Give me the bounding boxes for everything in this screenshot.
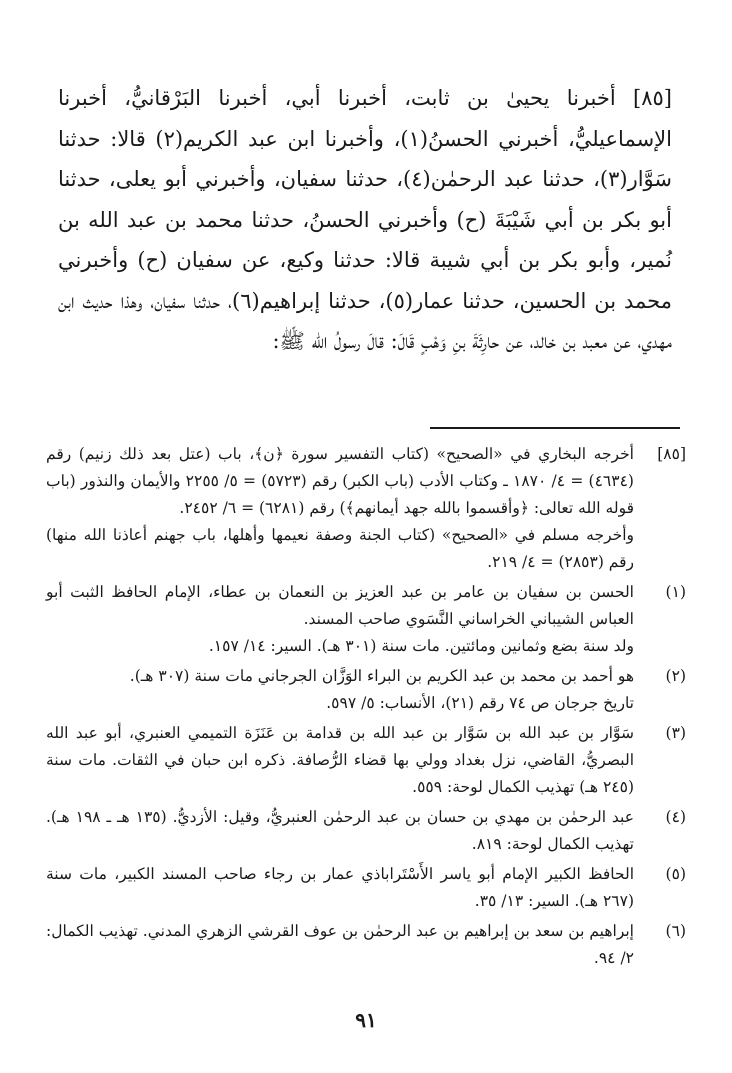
footnote-body — [46, 441, 634, 576]
footnote-text: الحافظ الكبير الإمام أبو ياسر الأَسْتَراباذي عمار بن رجاء صاحب المسند الكبير، مات سنة (٢٦٧ هـ). السير: ١٣/ ٣٥. — [46, 865, 634, 910]
footnote-text: هو أحمد بن محمد بن عبد الكريم بن البراء الوَزَّان الجرجاني مات سنة (٣٠٧ هـ). — [129, 667, 634, 685]
footnote-divider — [430, 427, 680, 429]
footnote-1 — [46, 579, 686, 660]
footnote-5 — [46, 861, 686, 915]
footnote-number: (٦) — [665, 922, 686, 940]
footnote-text: إبراهيم بن سعد بن إبراهيم بن عبد الرحمٰن بن عوف القرشي الزهري المدني. تهذيب الكمال: ٢/ ٩٤. — [46, 922, 634, 967]
hadith-text-block — [58, 78, 672, 362]
footnote-3 — [46, 720, 686, 801]
footnote-text: ولد سنة بضع وثمانين ومائتين. مات سنة (٣٠١ هـ). السير: ١٤/ ١٥٧. — [208, 637, 634, 655]
footnote-body — [46, 663, 634, 717]
footnotes — [46, 441, 686, 975]
footnote-2 — [46, 663, 686, 717]
footnote-number: (٥) — [665, 865, 686, 883]
footnote-text: عبد الرحمٰن بن مهدي بن حسان بن عبد الرحمٰن العنبريُّ، وقيل: الأزديُّ. (١٣٥ هـ ـ ١٩٨ هـ). تهذيب الكمال لوحة: ٨١٩. — [46, 808, 634, 853]
footnote-body — [46, 720, 634, 801]
footnote-number: (٢) — [665, 667, 686, 685]
footnote-text: وأخرجه مسلم في «الصحيح» (كتاب الجنة وصفة نعيمها وأهلها، باب جهنم أعاذنا الله منها) رقم (٢٨٥٣) = ٤/ ٢١٩. — [46, 526, 634, 571]
footnote-text: تاريخ جرجان ص ٧٤ رقم (٢١)، الأنساب: ٥/ ٥٩٧. — [326, 694, 634, 712]
footnote-number: (٤) — [665, 808, 686, 826]
footnote-body — [46, 861, 634, 915]
page-number: ٩١ — [355, 1008, 377, 1032]
footnote-85 — [46, 441, 686, 576]
footnote-number: (١) — [665, 583, 686, 601]
footnote-4 — [46, 804, 686, 858]
footnote-text: سَوَّار بن عبد الله بن سَوَّار بن عبد الله بن قدامة بن عَنَزَة التميمي العنبري، أبو عبد الله البصريُّ، القاضي، نزل بغداد وولي بها قضاء الرُّصافة. ذكره ابن حبان في الثقات. مات سنة (٢٤٥ هـ) تهذيب الكمال لوحة: ٥٥٩. — [46, 724, 634, 796]
footnote-6 — [46, 918, 686, 972]
footnote-text: الحسن بن سفيان بن عامر بن عبد العزيز بن النعمان بن عطاء، الإمام الحافظ الثبت أبو العباس الشيباني الخراساني النَّسَوي صاحب المسند. — [46, 583, 634, 628]
footnote-body — [46, 579, 634, 660]
footnote-number: (٣) — [665, 724, 686, 742]
footnote-body — [46, 918, 634, 972]
footnote-body — [46, 804, 634, 858]
hadith-paragraph: [٨٥] أخبرنا يحيىٰ بن ثابت، أخبرنا أبي، أخبرنا البَرْقانيُّ، أخبرنا الإسماعيليُّ، أخبرني الحسنُ(١)، وأخبرنا ابن عبد الكريم(٢) قالا: حدثنا سَوَّار(٣)، حدثنا عبد الرحمٰن(٤)، حدثنا سفيان، وأخبرني أبو يعلى، حدثنا أبو بكر بن أبي شَيْبَةَ (ح) وأخبرني الحسنُ، حدثنا محمد بن عبد الله بن نُمير، وأبو بكر بن أبي شيبة قالا: حدثنا وكيع، عن سفيان (ح) وأخبرني محمد بن الحسين، حدثنا عمار(٥)، حدثنا إبراهيم(٦)، حدثنا سفيان، وهذا حديث ابن مهدي، عن معبد بن خالد، عن حارِثَةَ بنِ وَهْبٍ قَالَ: قالَ رسولُ الله ﷺ: — [58, 86, 672, 353]
footnote-text: أخرجه البخاري في «الصحيح» (كتاب التفسير سورة ﴿ن﴾، باب (عتل بعد ذلك زنيم) رقم (٤٦٣٤) = ٤/ ١٨٧٠ ـ وكتاب الأدب (باب الكبر) رقم (٥٧٢٣) = ٥/ ٢٢٥٥ والأيمان والنذور (باب قوله الله تعالى: ﴿وأقسموا بالله جهد أيمانهم﴾) رقم (٦٢٨١) = ٦/ ٢٤٥٢. — [46, 445, 634, 517]
footnote-number: [٨٥] — [657, 445, 686, 463]
